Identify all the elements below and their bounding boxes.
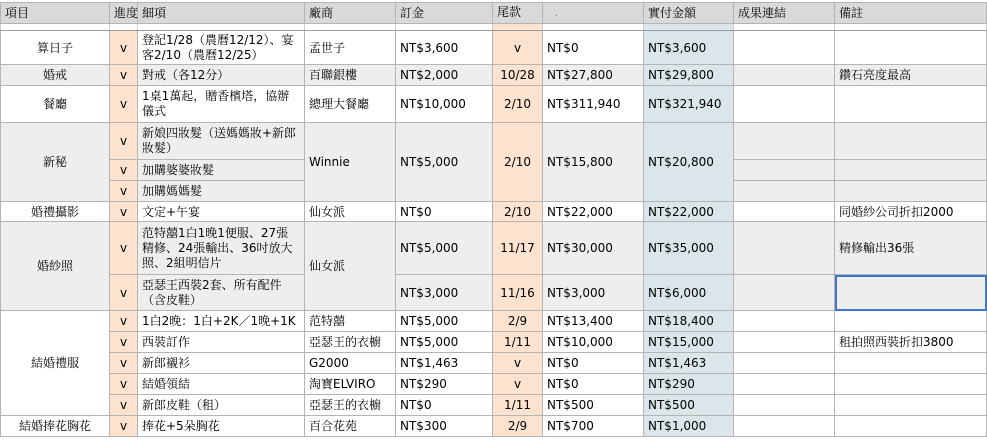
cell-item[interactable]: 算日子 <box>1 31 110 65</box>
cell-tail-date[interactable]: v <box>493 374 543 395</box>
cell-tail[interactable]: NT$27,800 <box>543 65 644 86</box>
cell-deposit[interactable]: NT$2,000 <box>396 65 493 86</box>
cell-detail[interactable]: 新娘四妝髮（送媽媽妝+新郎妝髮） <box>138 123 305 160</box>
cell-progress[interactable]: v <box>110 311 138 332</box>
cell-total[interactable]: NT$6,000 <box>644 275 734 311</box>
cell-progress[interactable]: v <box>110 31 138 65</box>
cell-detail[interactable]: 登記1/28（農曆12/12）、宴客2/10（農曆12/25） <box>138 31 305 65</box>
header-deposit[interactable]: 訂金 <box>396 3 493 24</box>
cell-link[interactable] <box>734 181 835 202</box>
table-row <box>1 353 987 374</box>
cell-link[interactable] <box>734 65 835 86</box>
cell-tail-date[interactable]: 1/11 <box>493 395 543 416</box>
table-row <box>1 31 987 65</box>
cell-note[interactable] <box>835 181 987 202</box>
cell-deposit[interactable]: NT$5,000 <box>396 123 493 202</box>
cell-link[interactable] <box>734 222 835 275</box>
cell-detail[interactable]: 1桌1萬起，贈香檳塔，協辦儀式 <box>138 86 305 123</box>
cell-tail[interactable]: NT$0 <box>543 374 644 395</box>
cell-detail[interactable]: 捧花+5朵胸花 <box>138 416 305 437</box>
cell-progress[interactable]: v <box>110 65 138 86</box>
table-row <box>1 123 987 160</box>
cell-vendor[interactable]: 亞瑟王的衣櫥 <box>305 332 396 353</box>
cell-item[interactable]: 結婚捧花胸花 <box>1 416 110 437</box>
cell-tail[interactable]: NT$30,000 <box>543 222 644 275</box>
header-progress[interactable]: 進度 <box>110 3 138 24</box>
cell-tail[interactable]: NT$311,940 <box>543 86 644 123</box>
cell-deposit[interactable]: NT$1,463 <box>396 353 493 374</box>
cell-tail[interactable]: NT$0 <box>543 353 644 374</box>
table-row <box>1 311 987 332</box>
cell-note[interactable]: 鑽石亮度最高 <box>835 65 987 86</box>
cell-vendor[interactable]: 總理大餐廳 <box>305 86 396 123</box>
cell-vendor[interactable]: 百聯銀樓 <box>305 65 396 86</box>
cell-link[interactable] <box>734 202 835 222</box>
cell-tail-date[interactable]: 2/9 <box>493 416 543 437</box>
cell-detail[interactable]: 新郎皮鞋（租） <box>138 395 305 416</box>
header-detail[interactable]: 細項 <box>138 3 305 24</box>
cell-item[interactable]: 新秘 <box>1 123 110 202</box>
cell-progress[interactable]: v <box>110 86 138 123</box>
cell-tail[interactable]: NT$22,000 <box>543 202 644 222</box>
cell-progress[interactable]: v <box>110 353 138 374</box>
cell-detail[interactable]: 加購媽媽髮 <box>138 181 305 202</box>
cell-vendor[interactable]: 百合花苑 <box>305 416 396 437</box>
cell-item[interactable]: 婚戒 <box>1 65 110 86</box>
cell-link[interactable] <box>734 416 835 437</box>
cell-vendor[interactable]: 仙女派 <box>305 202 396 222</box>
cell-note[interactable] <box>835 416 987 437</box>
cell-tail-date[interactable]: v <box>493 353 543 374</box>
cell-note[interactable]: 租拍照西裝折扣3800 <box>835 332 987 353</box>
cell-tail[interactable]: NT$0 <box>543 31 644 65</box>
cell-progress[interactable]: v <box>110 395 138 416</box>
cell-vendor[interactable]: 亞瑟王的衣櫥 <box>305 395 396 416</box>
cell-note[interactable] <box>835 86 987 123</box>
table-row <box>1 332 987 353</box>
header-vendor[interactable]: 廠商 <box>305 3 396 24</box>
cell-tail[interactable]: NT$3,000 <box>543 275 644 311</box>
cell-item[interactable]: 結婚禮服 <box>1 311 110 416</box>
cell-deposit[interactable]: NT$290 <box>396 374 493 395</box>
header-note[interactable]: 備註 <box>835 3 987 24</box>
table-row <box>1 374 987 395</box>
cell-progress[interactable]: v <box>110 202 138 222</box>
cell-note[interactable] <box>835 374 987 395</box>
table-row <box>1 222 987 275</box>
cell-detail[interactable]: 結婚領結 <box>138 374 305 395</box>
cell-link[interactable] <box>734 86 835 123</box>
header-item[interactable]: 項目 <box>1 3 110 24</box>
cell-vendor[interactable]: G2000 <box>305 353 396 374</box>
cell-total[interactable]: NT$29,800 <box>644 65 734 86</box>
cell-deposit[interactable]: NT$5,000 <box>396 311 493 332</box>
header-tail-label: 尾款 <box>497 5 522 19</box>
cell-total[interactable]: NT$18,400 <box>644 311 734 332</box>
cell-deposit[interactable]: NT$0 <box>396 202 493 222</box>
cell-link[interactable] <box>734 31 835 65</box>
cell-item[interactable]: 婚禮攝影 <box>1 202 110 222</box>
cell-item[interactable]: 餐廳 <box>1 86 110 123</box>
header-row <box>1 3 987 24</box>
cell-link[interactable] <box>734 395 835 416</box>
cell-deposit[interactable]: NT$10,000 <box>396 86 493 123</box>
table-row <box>1 202 987 222</box>
cell-tail[interactable]: NT$10,000 <box>543 332 644 353</box>
cell-item[interactable]: 婚紗照 <box>1 222 110 311</box>
cell-tail[interactable]: NT$15,800 <box>543 123 644 202</box>
cell-deposit[interactable]: NT$3,600 <box>396 31 493 65</box>
table-row <box>1 86 987 123</box>
table-row <box>1 416 987 437</box>
cell-detail[interactable]: 1白2晚：1白+2K／1晚+1K <box>138 311 305 332</box>
cell-tail-date[interactable]: 2/10 <box>493 202 543 222</box>
cell-total[interactable]: NT$290 <box>644 374 734 395</box>
cell-total[interactable]: NT$20,800 <box>644 123 734 202</box>
cell-tail-date[interactable]: 2/10 <box>493 123 543 202</box>
table-row <box>1 395 987 416</box>
cell-total[interactable]: NT$1,000 <box>644 416 734 437</box>
cell-deposit[interactable]: NT$3,000 <box>396 275 493 311</box>
cell-deposit[interactable]: NT$5,000 <box>396 332 493 353</box>
spreadsheet-grid <box>0 2 987 437</box>
cell-link[interactable] <box>734 374 835 395</box>
cell-progress[interactable]: v <box>110 416 138 437</box>
cell-link[interactable] <box>734 311 835 332</box>
table-row <box>1 275 987 311</box>
cell-link[interactable] <box>734 160 835 181</box>
cell-link[interactable] <box>734 332 835 353</box>
table-row <box>1 65 987 86</box>
cell-vendor[interactable]: 淘寶ELVIRO <box>305 374 396 395</box>
cell-total[interactable]: NT$35,000 <box>644 222 734 275</box>
cell-note[interactable] <box>835 31 987 65</box>
header-tail-marker: . <box>555 9 558 19</box>
cell-note[interactable] <box>835 123 987 160</box>
cell-tail-date[interactable]: 11/16 <box>493 275 543 311</box>
cell-note[interactable] <box>835 311 987 332</box>
cell-vendor[interactable]: 孟世子 <box>305 31 396 65</box>
cell-detail[interactable]: 范特囍1白1晚1便服、27張精修、24張輸出、36吋放大照、2組明信片 <box>138 222 305 275</box>
cell-detail[interactable]: 亞瑟王西裝2套、所有配件（含皮鞋） <box>138 275 305 311</box>
cell-detail[interactable]: 文定+午宴 <box>138 202 305 222</box>
cell-total[interactable]: NT$321,940 <box>644 86 734 123</box>
cell-deposit[interactable]: NT$0 <box>396 395 493 416</box>
cell-total[interactable]: NT$15,000 <box>644 332 734 353</box>
cell-link[interactable] <box>734 123 835 160</box>
cell-tail-date[interactable]: 11/17 <box>493 222 543 275</box>
cell-progress[interactable]: v <box>110 275 138 311</box>
cell-note-selected[interactable] <box>835 275 987 311</box>
cell-tail-date[interactable]: v <box>493 31 543 65</box>
cell-tail[interactable]: NT$500 <box>543 395 644 416</box>
cell-progress[interactable]: v <box>110 374 138 395</box>
cell-tail-date[interactable]: 2/10 <box>493 86 543 123</box>
cell-note[interactable]: 精修輸出36張 <box>835 222 987 275</box>
cell-progress[interactable]: v <box>110 123 138 160</box>
cell-progress[interactable]: v <box>110 181 138 202</box>
cell-progress[interactable]: v <box>110 222 138 275</box>
cell-link[interactable] <box>734 275 835 311</box>
cell-vendor[interactable]: 范特囍 <box>305 311 396 332</box>
cell-note[interactable]: 同婚紗公司折扣2000 <box>835 202 987 222</box>
cell-total[interactable]: NT$22,000 <box>644 202 734 222</box>
cell-progress[interactable]: v <box>110 160 138 181</box>
spacer-row <box>1 24 987 31</box>
cell-tail-date[interactable]: 10/28 <box>493 65 543 86</box>
cell-total[interactable]: NT$3,600 <box>644 31 734 65</box>
cell-link[interactable] <box>734 353 835 374</box>
cell-detail[interactable]: 新郎襯衫 <box>138 353 305 374</box>
cell-tail[interactable]: NT$700 <box>543 416 644 437</box>
header-link[interactable]: 成果連結 <box>734 3 835 24</box>
cell-detail[interactable]: 加購婆婆妝髮 <box>138 160 305 181</box>
cell-deposit[interactable]: NT$5,000 <box>396 222 493 275</box>
cell-progress[interactable]: v <box>110 332 138 353</box>
cell-note[interactable] <box>835 160 987 181</box>
cell-note[interactable] <box>835 395 987 416</box>
cell-tail-date[interactable]: 1/11 <box>493 332 543 353</box>
cell-tail-date[interactable]: 2/9 <box>493 311 543 332</box>
cell-detail[interactable]: 西裝訂作 <box>138 332 305 353</box>
cell-note[interactable] <box>835 353 987 374</box>
cell-total[interactable]: NT$500 <box>644 395 734 416</box>
cell-vendor[interactable]: Winnie <box>305 123 396 202</box>
cell-total[interactable]: NT$1,463 <box>644 353 734 374</box>
header-tail-date[interactable] <box>493 3 558 24</box>
cell-vendor[interactable]: 仙女派 <box>305 222 396 311</box>
cell-deposit[interactable]: NT$300 <box>396 416 493 437</box>
cell-tail[interactable]: NT$13,400 <box>543 311 644 332</box>
cell-detail[interactable]: 對戒（各12分） <box>138 65 305 86</box>
header-total[interactable]: 實付金額 <box>644 3 734 24</box>
